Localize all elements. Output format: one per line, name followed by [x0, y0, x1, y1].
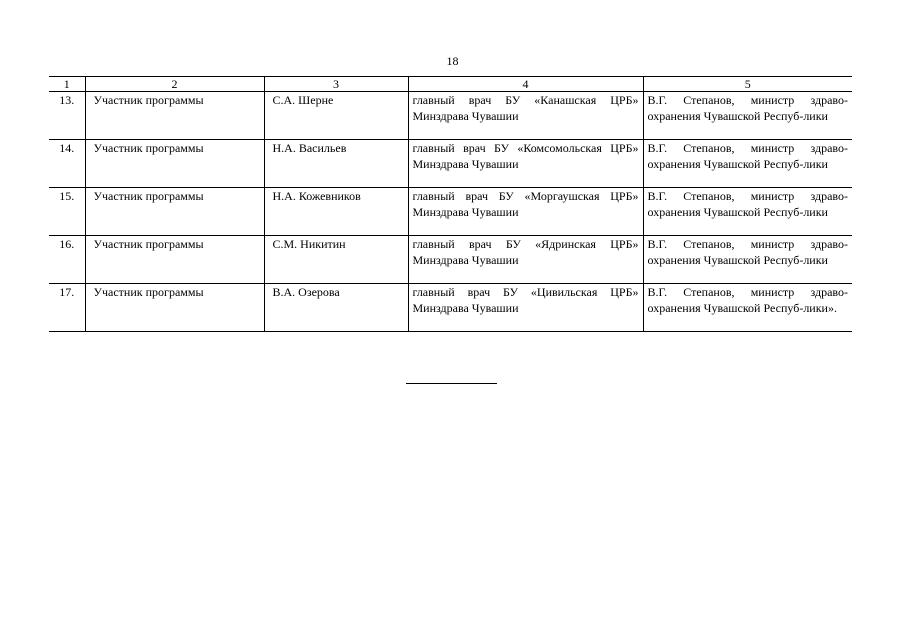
row-role: Участник программы	[85, 236, 264, 284]
row-approver: В.Г. Степанов, министр здраво-охранения Чувашской Респуб-лики	[643, 92, 852, 140]
table-header-row	[49, 77, 852, 92]
row-position: главный врач БУ «Канашская ЦРБ» Минздрава Чувашии	[408, 92, 643, 140]
row-position: главный врач БУ «Ядринская ЦРБ» Минздрава Чувашии	[408, 236, 643, 284]
row-number: 16.	[49, 236, 85, 284]
row-role: Участник программы	[85, 140, 264, 188]
row-role: Участник программы	[85, 188, 264, 236]
column-header: 4	[408, 77, 643, 92]
column-header: 5	[643, 77, 852, 92]
row-number: 15.	[49, 188, 85, 236]
row-person-name: В.А. Озерова	[264, 284, 408, 332]
end-of-document-rule	[406, 383, 497, 384]
page-number: 18	[446, 54, 459, 68]
row-approver: В.Г. Степанов, министр здраво-охранения Чувашской Респуб-лики	[643, 188, 852, 236]
row-approver: В.Г. Степанов, министр здраво-охранения Чувашской Респуб-лики	[643, 236, 852, 284]
row-approver: В.Г. Степанов, министр здраво-охранения Чувашской Респуб-лики».	[643, 284, 852, 332]
row-position: главный врач БУ «Комсомольская ЦРБ» Минздрава Чувашии	[408, 140, 643, 188]
row-position: главный врач БУ «Моргаушская ЦРБ» Минздрава Чувашии	[408, 188, 643, 236]
column-header: 2	[85, 77, 264, 92]
table-row	[49, 92, 852, 140]
row-number: 13.	[49, 92, 85, 140]
column-header: 1	[49, 77, 85, 92]
row-person-name: Н.А. Кожевников	[264, 188, 408, 236]
row-number: 17.	[49, 284, 85, 332]
participants-table	[49, 76, 852, 332]
table-row	[49, 188, 852, 236]
table-row	[49, 140, 852, 188]
row-role: Участник программы	[85, 92, 264, 140]
row-person-name: С.М. Никитин	[264, 236, 408, 284]
row-person-name: Н.А. Васильев	[264, 140, 408, 188]
row-role: Участник программы	[85, 284, 264, 332]
row-position: главный врач БУ «Цивильская ЦРБ» Минздрава Чувашии	[408, 284, 643, 332]
table-row	[49, 236, 852, 284]
table-row	[49, 284, 852, 332]
row-person-name: С.А. Шерне	[264, 92, 408, 140]
column-header: 3	[264, 77, 408, 92]
row-approver: В.Г. Степанов, министр здраво-охранения Чувашской Респуб-лики	[643, 140, 852, 188]
row-number: 14.	[49, 140, 85, 188]
